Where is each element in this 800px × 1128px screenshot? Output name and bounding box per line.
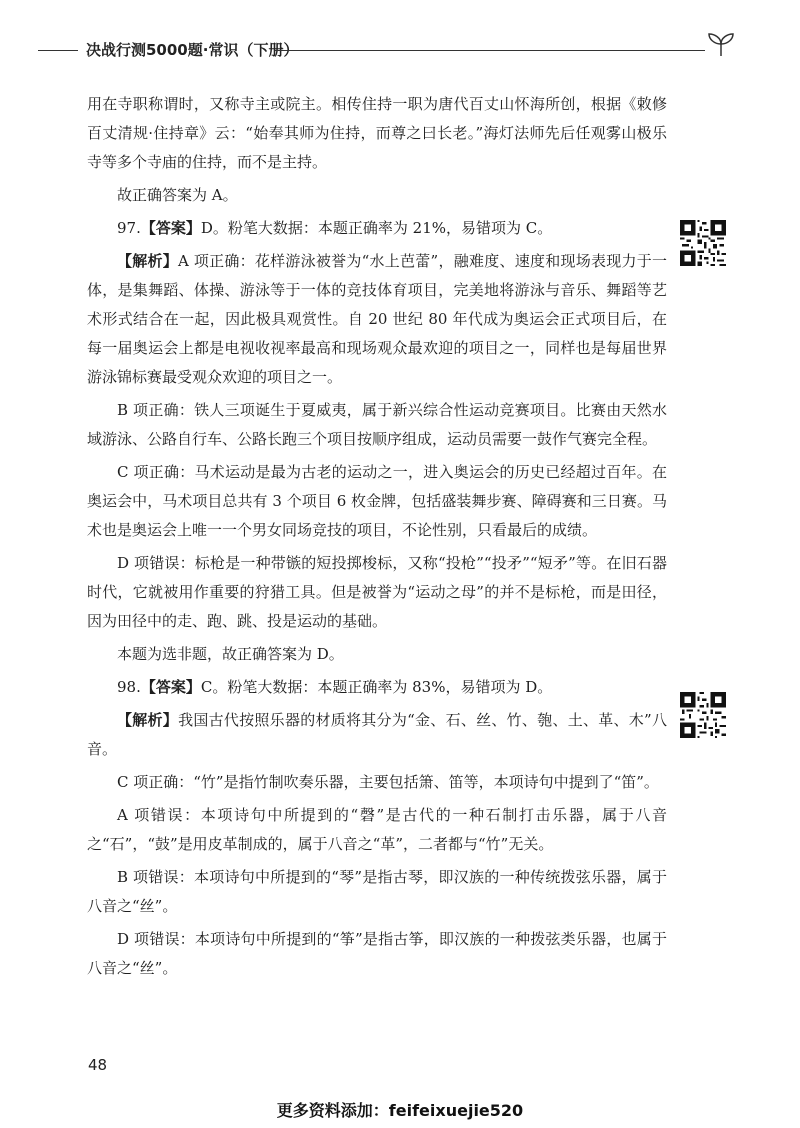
q97-analysis bbox=[87, 247, 667, 392]
q97-option-c: C 项正确：马术运动是最为古老的运动之一，进入奥运会的历史已经超过百年。在奥运会中，马术项目总共有 3 个项目 6 枚金牌，包括盛装舞步赛、障碍赛和三日赛。马术也是奥运会上唯一一个男女同场竞技的项目，不论性别，只看最后的成绩。 bbox=[87, 463, 667, 539]
header-rule-right bbox=[275, 50, 705, 51]
page-number: 48 bbox=[88, 1056, 108, 1074]
question-number: 98. bbox=[117, 678, 141, 696]
q98-option-b: B 项错误：本项诗句中所提到的“琴”是指古琴，即汉族的一种传统拨弦乐器，属于八音之“丝”。 bbox=[87, 868, 667, 915]
analysis-text: A 项正确：花样游泳被誉为“水上芭蕾”，融难度、速度和现场表现力于一体，是集舞蹈、体操、游泳等于一体的竞技体育项目，完美地将游泳与音乐、舞蹈等艺术形式结合在一起，因此极具观赏性。自 20 世纪 80 年代成为奥运会正式项目后，在每一届奥运会上都是电视收视率最高和现场观众最欢迎的项目之一，同样也是每届世界游泳锦标赛最受观众欢迎的项目之一。 bbox=[87, 252, 667, 386]
q98-option-c: C 项正确：“竹”是指竹制吹奏乐器，主要包括箫、笛等，本项诗句中提到了“笛”。 bbox=[117, 773, 659, 791]
q98-answer bbox=[87, 673, 667, 702]
q97-answer bbox=[87, 214, 667, 243]
footer-note: 更多资料添加：feifeixuejie520 bbox=[276, 1101, 524, 1120]
question-number: 97. bbox=[117, 219, 141, 237]
paragraph: 故正确答案为 A。 bbox=[117, 186, 238, 204]
answer-text: D。粉笔大数据：本题正确率为 21%，易错项为 C。 bbox=[200, 219, 553, 237]
q97-option-b: B 项正确：铁人三项诞生于夏威夷，属于新兴综合性运动竞赛项目。比赛由天然水域游泳、公路自行车、公路长跑三个项目按顺序组成，运动员需要一鼓作气赛完全程。 bbox=[87, 401, 667, 448]
qr-code-icon[interactable] bbox=[680, 692, 726, 738]
q98-analysis bbox=[87, 706, 667, 764]
answer-tag: 【答案】 bbox=[140, 219, 201, 237]
header-title: 决战行测5000题·常识（下册） bbox=[86, 41, 299, 59]
paragraph: 用在寺职称谓时，又称寺主或院主。相传住持一职为唐代百丈山怀海所创，根据《敕修百丈清规·住持章》云：“始奉其师为住持，而尊之曰长老。”海灯法师先后任观雾山极乐寺等多个寺庙的住持，而不是主持。 bbox=[87, 95, 667, 171]
analysis-tag: 【解析】 bbox=[117, 711, 179, 729]
header-rule-left bbox=[38, 50, 78, 51]
sprout-icon bbox=[704, 32, 738, 56]
analysis-text: 我国古代按照乐器的材质将其分为“金、石、丝、竹、匏、土、革、木”八音。 bbox=[87, 711, 667, 758]
q97-conclusion: 本题为选非题，故正确答案为 D。 bbox=[117, 645, 344, 663]
analysis-tag: 【解析】 bbox=[117, 252, 179, 270]
q98-option-a: A 项错误：本项诗句中所提到的“磬”是古代的一种石制打击乐器，属于八音之“石”，“鼓”是用皮革制成的，属于八音之“革”，二者都与“竹”无关。 bbox=[87, 806, 667, 853]
q97-option-d: D 项错误：标枪是一种带镞的短投掷梭标，又称“投枪”“投矛”“短矛”等。在旧石器时代，它就被用作重要的狩猎工具。但是被誉为“运动之母”的并不是标枪，而是田径，因为田径中的走、跑、跳、投是运动的基础。 bbox=[87, 554, 667, 630]
answer-text: C。粉笔大数据：本题正确率为 83%，易错项为 D。 bbox=[200, 678, 553, 696]
qr-code-icon[interactable] bbox=[680, 220, 726, 266]
page-content bbox=[87, 90, 667, 987]
q98-option-d: D 项错误：本项诗句中所提到的“筝”是指古筝，即汉族的一种拨弦类乐器，也属于八音之“丝”。 bbox=[87, 930, 667, 977]
page-header bbox=[0, 30, 800, 70]
answer-tag: 【答案】 bbox=[140, 678, 201, 696]
